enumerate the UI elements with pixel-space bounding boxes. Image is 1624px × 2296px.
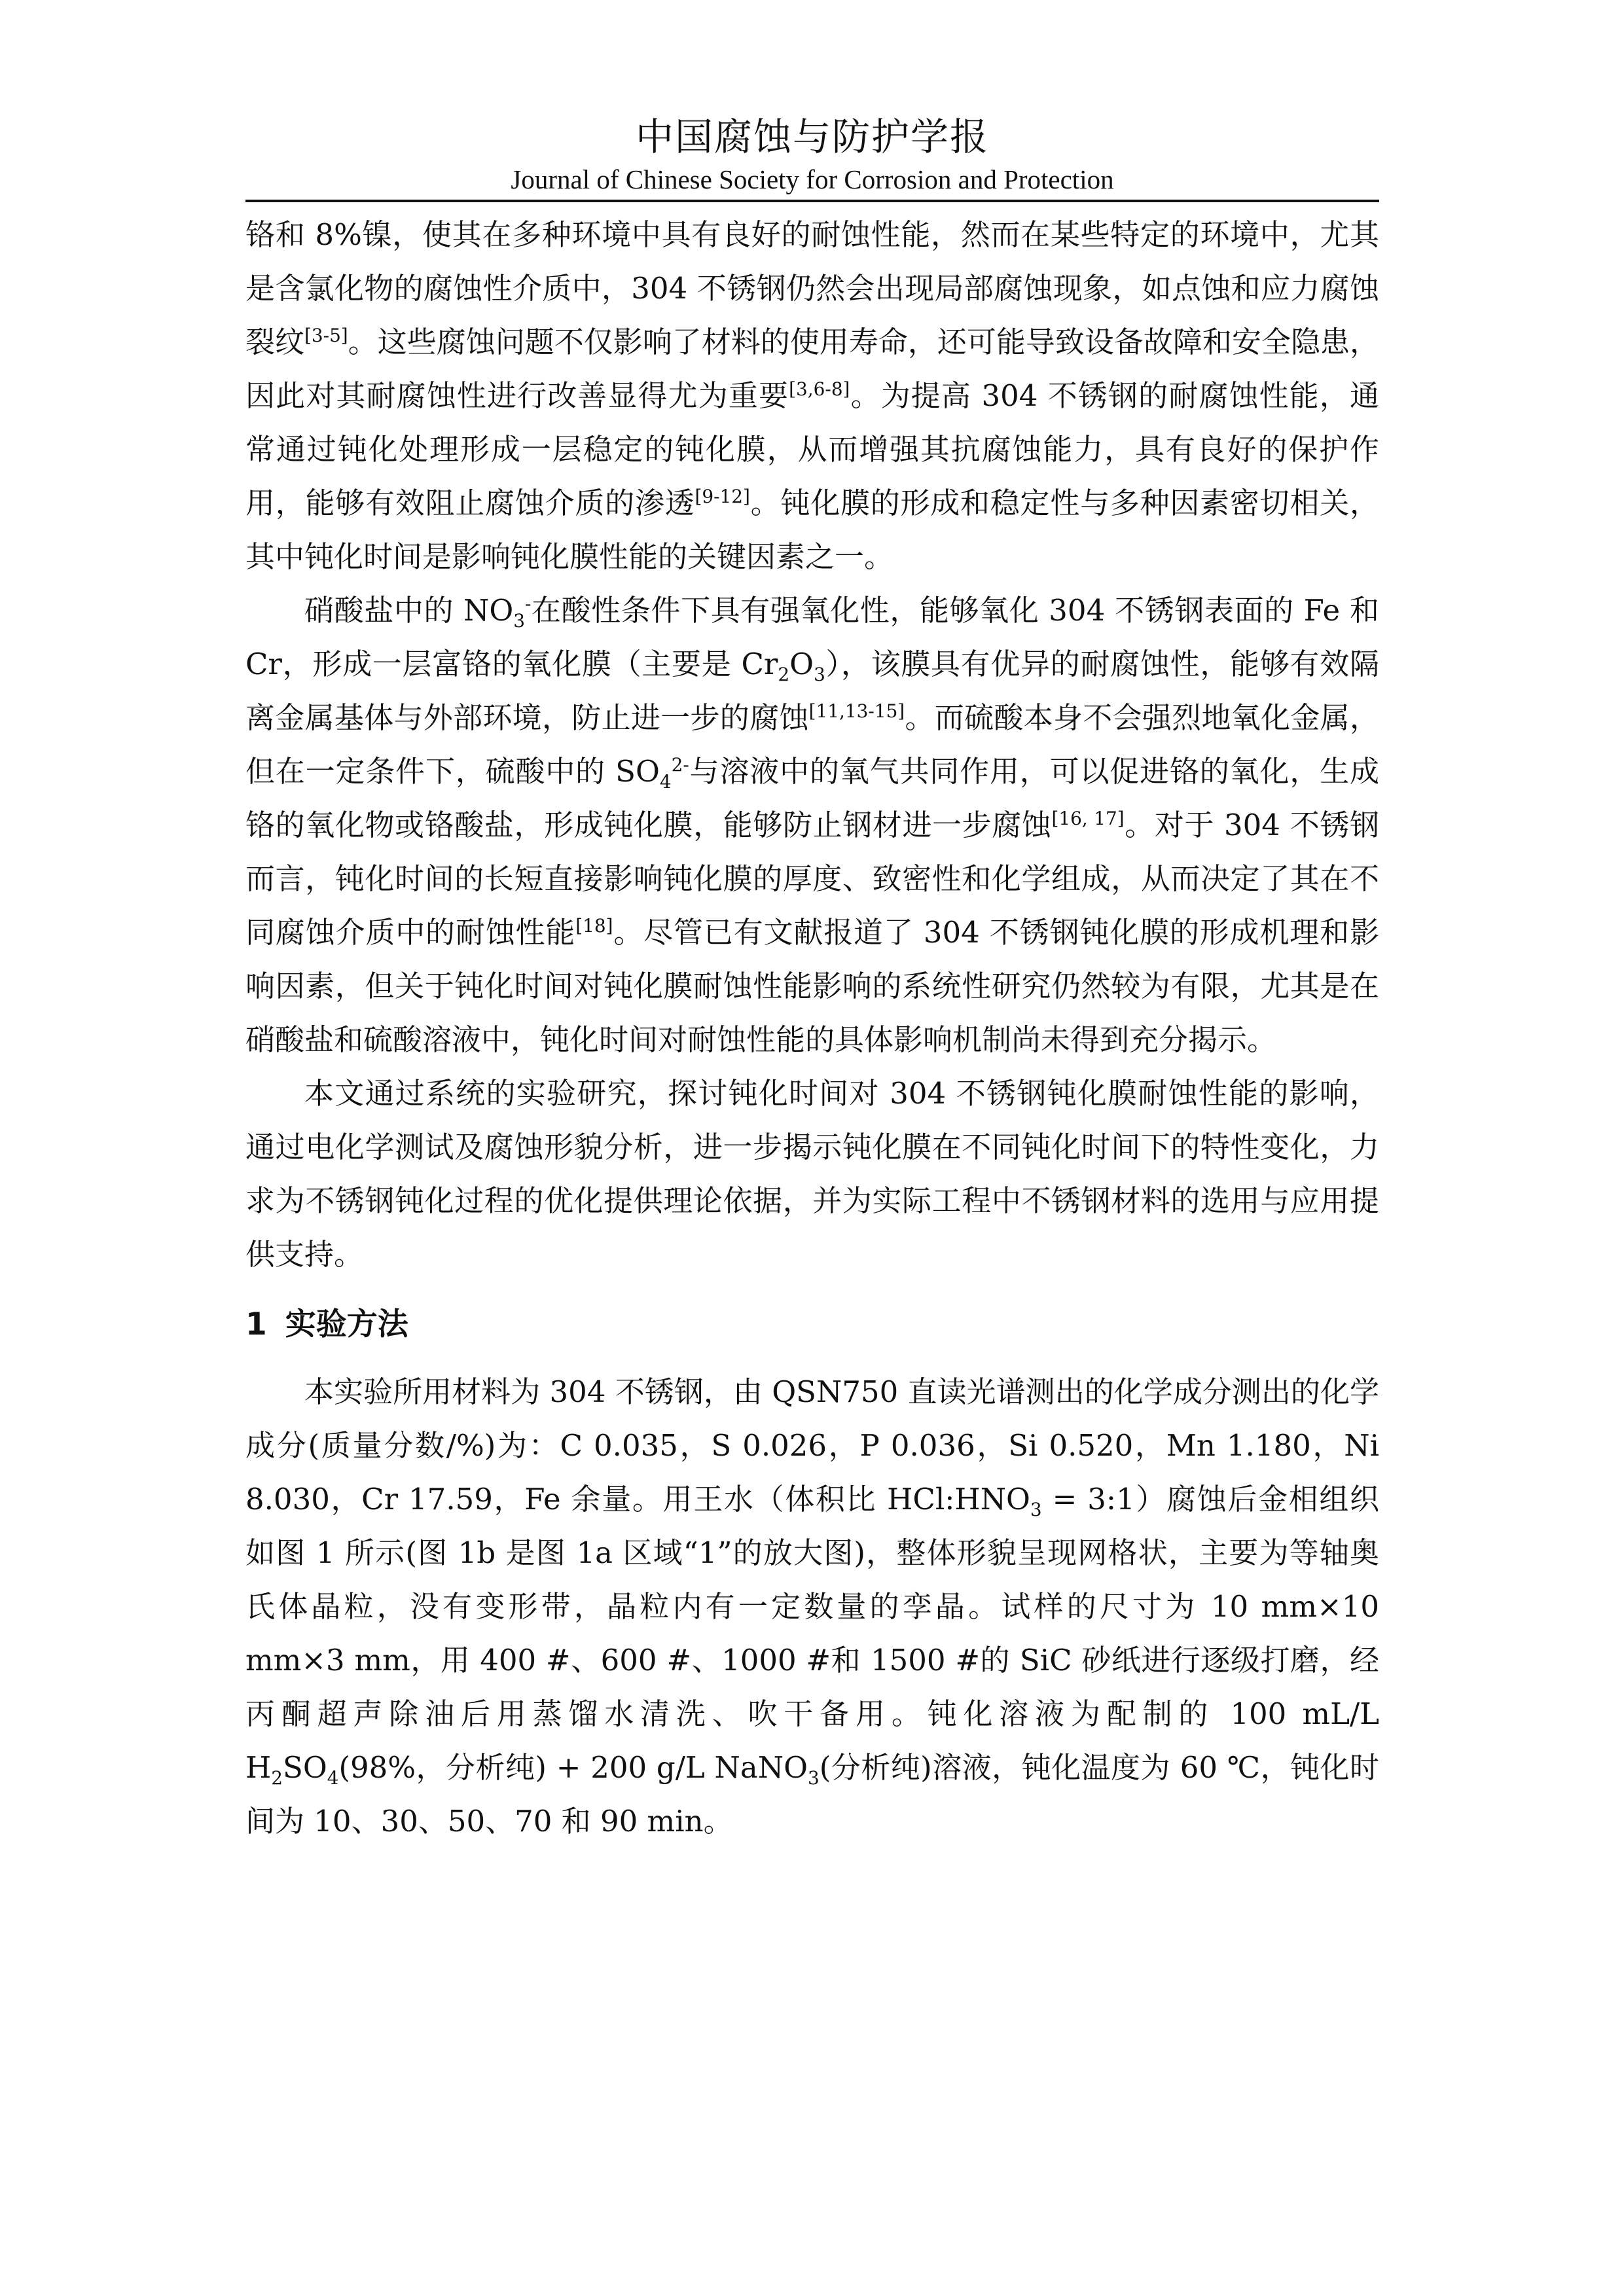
text-run: = 3:1）腐蚀后金相组织如图 1 所示(图 1b 是图 1a 区域“1”的放大图)，整体形貌呈现网格状，主要为等轴奥氏体晶粒，没有变形带，晶粒内有一定数量的孪晶。试样的尺寸为 10 mm×10 mm×3 mm，用 400 #、600 #、1000 #和 1500 #的 SiC 砂纸进行逐级打磨，经丙酮超声除油后用蒸馏水清洗、吹干备用。钝化溶液为配制的 100 mL/L H [245, 1482, 1379, 1785]
citation: [16, 17] [1051, 808, 1125, 829]
text-run: (98%，分析纯) + 200 g/L NaNO [338, 1750, 808, 1785]
subscript: 3 [814, 664, 825, 685]
text-run: 硝酸盐中的 NO [304, 593, 514, 628]
superscript: - [524, 593, 532, 615]
citation: [18] [575, 915, 613, 937]
subscript: 3 [1030, 1499, 1042, 1520]
paragraph-materials [245, 1365, 1379, 1848]
citation: [11,13-15] [808, 700, 905, 722]
superscript: 2- [671, 754, 689, 776]
text-run: 。钝化膜的形成和稳定性与多种因素密切相关，其中钝化时间是影响钝化膜性能的关键因素之一。 [245, 486, 1379, 574]
text-run: 铬和 8%镍，使其在多种环境中具有良好的耐蚀性能，然而在某些特定的环境中，尤其是含氯化物的腐蚀性介质中，304 不锈钢仍然会出现局部腐蚀现象，如点蚀和应力腐蚀裂纹 [245, 217, 1379, 359]
section-number: 1 [245, 1306, 267, 1342]
text-run: ），该膜具有优异的耐腐蚀性，能够有效隔离金属基体与外部环境，防止进一步的腐蚀 [245, 647, 1379, 735]
text-run: (分析纯)溶液，钝化温度为 60 ℃，钝化时间为 10、30、50、70 和 90 min。 [245, 1750, 1379, 1839]
subscript: 3 [807, 1767, 820, 1789]
subscript: 4 [327, 1767, 339, 1789]
journal-title-chinese: 中国腐蚀与防护学报 [635, 115, 989, 159]
section-heading-methods [245, 1292, 1379, 1357]
text-run: 。为提高 304 不锈钢的耐腐蚀性能，通常通过钝化处理形成一层稳定的钝化膜，从而增强其抗腐蚀能力，具有良好的保护作用，能够有效阻止腐蚀介质的渗透 [245, 378, 1379, 520]
text-run: 。尽管已有文献报道了 304 不锈钢钝化膜的形成机理和影响因素，但关于钝化时间对钝化膜耐蚀性能影响的系统性研究仍然较为有限，尤其是在硝酸盐和硫酸溶液中，钝化时间对耐蚀性能的具体影响机制尚未得到充分揭示。 [245, 915, 1379, 1057]
text-run: SO [283, 1750, 327, 1785]
section-title: 实验方法 [285, 1306, 408, 1342]
text-run: 本文通过系统的实验研究，探讨钝化时间对 304 不锈钢钝化膜耐蚀性能的影响，通过电化学测试及腐蚀形貌分析，进一步揭示钝化膜在不同钝化时间下的特性变化，力求为不锈钢钝化过程的优化提供理论依据，并为实际工程中不锈钢材料的选用与应用提供支持。 [245, 1076, 1379, 1272]
article-body [245, 208, 1379, 1848]
paragraph-intro-continued [245, 208, 1379, 584]
paragraph-passivation-mechanism [245, 584, 1379, 1067]
citation: [3,6-8] [789, 378, 850, 400]
paragraph-study-aim [245, 1067, 1379, 1282]
subscript: 3 [513, 610, 525, 632]
running-header [245, 111, 1379, 196]
subscript: 4 [659, 771, 672, 793]
text-run: 。这些腐蚀问题不仅影响了材料的使用寿命，还可能导致设备故障和安全隐患，因此对其耐腐蚀性进行改善显得尤为重要 [245, 325, 1379, 413]
text-run: 。对于 304 不锈钢而言，钝化时间的长短直接影响钝化膜的厚度、致密性和化学组成，从而决定了其在不同腐蚀介质中的耐蚀性能 [245, 808, 1379, 950]
citation: [3-5] [304, 325, 348, 346]
journal-title-english: Journal of Chinese Society for Corrosion and Protection [511, 164, 1114, 194]
text-run: 。而硫酸本身不会强烈地氧化金属，但在一定条件下，硫酸中的 SO [245, 700, 1379, 789]
citation: [9-12] [695, 486, 750, 507]
text-run: O [789, 647, 814, 681]
subscript: 2 [778, 664, 790, 685]
text-run: 本实验所用材料为 304 不锈钢，由 QSN750 直读光谱测出的化学成分测出的化学成分(质量分数/%)为：C 0.035，S 0.026，P 0.036，Si 0.520，Mn 1.180，Ni 8.030，Cr 17.59，Fe 余量。用王水（体积比 HCl:HNO [245, 1374, 1379, 1516]
subscript: 2 [271, 1767, 283, 1789]
text-run: 在酸性条件下具有强氧化性，能够氧化 304 不锈钢表面的 Fe 和 Cr，形成一层富铬的氧化膜（主要是 Cr [245, 593, 1379, 681]
text-run: 与溶液中的氧气共同作用，可以促进铬的氧化，生成铬的氧化物或铬酸盐，形成钝化膜，能够防止钢材进一步腐蚀 [245, 754, 1379, 842]
header-divider [245, 200, 1379, 202]
